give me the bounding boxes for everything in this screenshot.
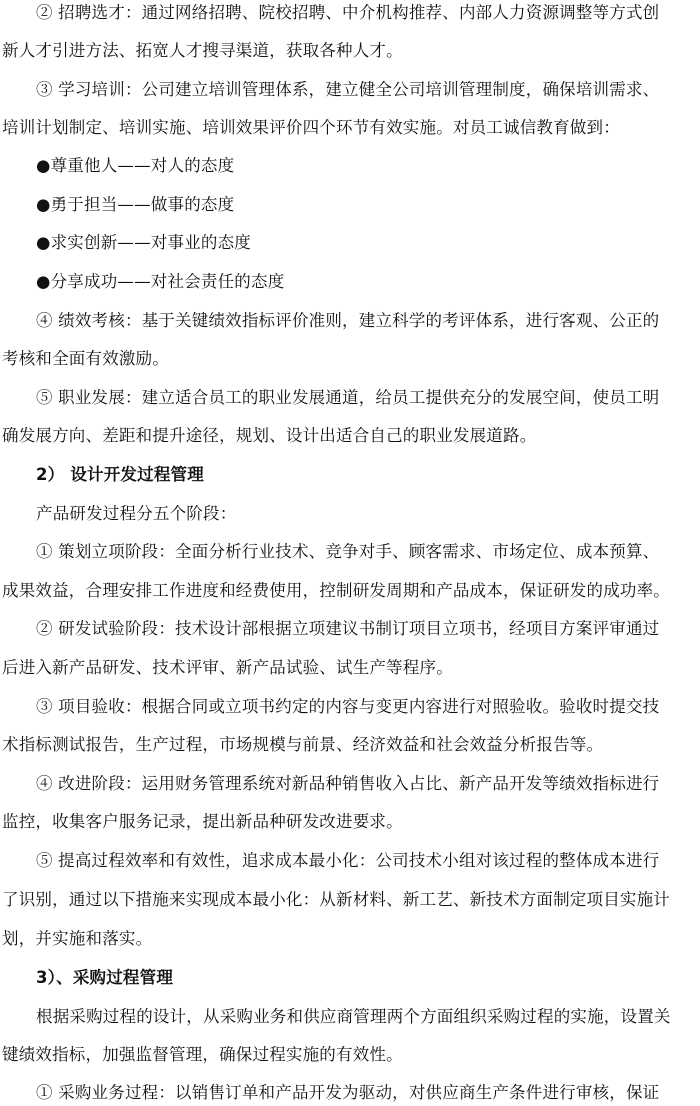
career-paragraph-line-1: ⑤ 职业发展：建立适合员工的职业发展通道，给员工提供充分的发展空间，使员工明 — [36, 388, 660, 407]
procurement-intro-line-1: 根据采购过程的设计，从采购业务和供应商管理两个方面组织采购过程的实施，设置关 — [36, 1007, 671, 1026]
procurement-intro-line-2: 键绩效指标，加强监督管理，确保过程实施的有效性。 — [2, 1045, 403, 1064]
career-paragraph-line-2: 确发展方向、差距和提升途径，规划、设计出适合自己的职业发展道路。 — [2, 426, 537, 445]
training-paragraph-line-1: ③ 学习培训：公司建立培训管理体系，建立健全公司培训管理制度，确保培训需求、 — [36, 80, 660, 99]
planning-stage-line-1: ① 策划立项阶段：全面分析行业技术、竞争对手、顾客需求、市场定位、成本预算、 — [36, 542, 660, 561]
acceptance-line-2: 术指标测试报告，生产过程，市场规模与前景、经济效益和社会效益分析报告等。 — [2, 735, 604, 754]
integrity-bullet-4: ●分享成功——对社会责任的态度 — [36, 272, 285, 291]
performance-paragraph-line-2: 考核和全面有效激励。 — [2, 349, 169, 368]
section-heading-design-development: 2） 设计开发过程管理 — [36, 465, 204, 484]
performance-paragraph-line-1: ④ 绩效考核：基于关键绩效指标评价准则，建立科学的考评体系，进行客观、公正的 — [36, 311, 660, 330]
improvement-stage-line-1: ④ 改进阶段：运用财务管理系统对新品种销售收入占比、新产品开发等绩效指标进行 — [36, 774, 660, 793]
training-paragraph-line-2: 培训计划制定、培训实施、培训效果评价四个环节有效实施。对员工诚信教育做到： — [2, 118, 620, 137]
rd-test-stage-line-2: 后进入新产品研发、技术评审、新产品试验、试生产等程序。 — [2, 658, 453, 677]
efficiency-line-3: 划，并实施和落实。 — [2, 929, 153, 948]
acceptance-line-1: ③ 项目验收：根据合同或立项书约定的内容与变更内容进行对照验收。验收时提交技 — [36, 697, 660, 716]
recruitment-paragraph-line-1: ② 招聘选才：通过网络招聘、院校招聘、中介机构推荐、内部人力资源调整等方式创 — [36, 3, 660, 22]
integrity-bullet-3: ●求实创新——对事业的态度 — [36, 233, 251, 252]
improvement-stage-line-2: 监控，收集客户服务记录，提出新品种研发改进要求。 — [2, 812, 403, 831]
purchase-process-line-1: ① 采购业务过程：以销售订单和产品开发为驱动，对供应商生产条件进行审核，保证 — [36, 1083, 660, 1102]
rd-test-stage-line-1: ② 研发试验阶段：技术设计部根据立项建议书制订项目立项书，经项目方案评审通过 — [36, 619, 660, 638]
rd-intro-text: 产品研发过程分五个阶段： — [36, 504, 237, 523]
integrity-bullet-1: ●尊重他人——对人的态度 — [36, 156, 235, 175]
integrity-bullet-2: ●勇于担当——做事的态度 — [36, 195, 235, 214]
recruitment-paragraph-line-2: 新人才引进方法、拓宽人才搜寻渠道，获取各种人才。 — [2, 41, 403, 60]
planning-stage-line-2: 成果效益，合理安排工作进度和经费使用，控制研发周期和产品成本，保证研发的成功率。 — [2, 581, 670, 600]
efficiency-line-1: ⑤ 提高过程效率和有效性，追求成本最小化：公司技术小组对该过程的整体成本进行 — [36, 851, 660, 870]
efficiency-line-2: 了识别，通过以下措施来实现成本最小化：从新材料、新工艺、新技术方面制定项目实施计 — [2, 890, 670, 909]
section-heading-procurement: 3）、采购过程管理 — [36, 968, 174, 987]
